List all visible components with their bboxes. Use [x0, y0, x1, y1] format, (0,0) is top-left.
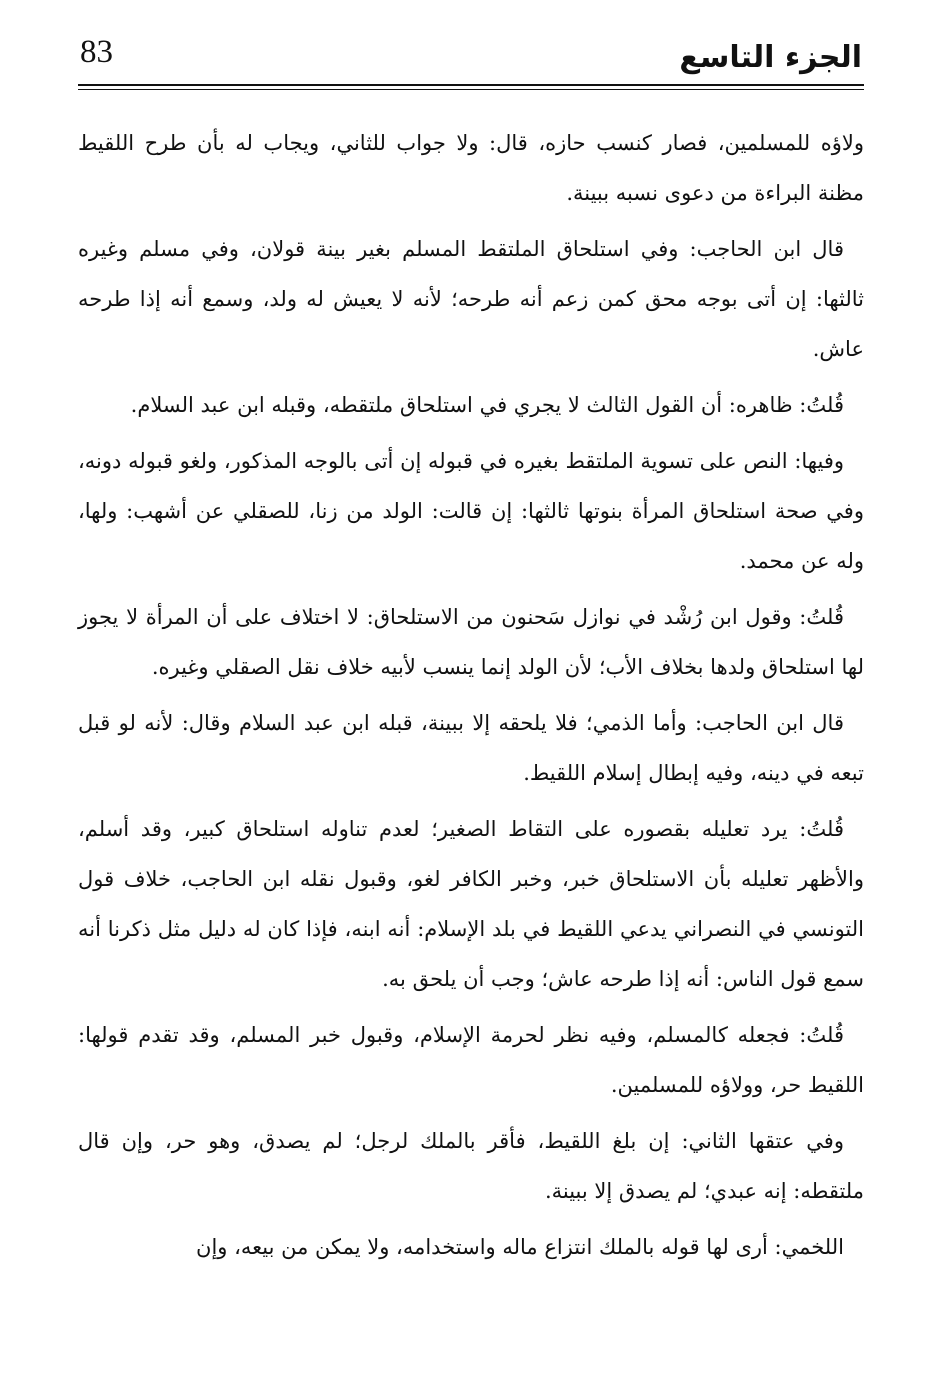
book-page — [78, 30, 864, 1370]
paragraph: قال ابن الحاجب: وفي استلحاق الملتقط المسلم بغير بينة قولان، وفي مسلم وغيره ثالثها: إن أتى بوجه محق كمن زعم أنه طرحه؛ لأنه لا يعيش له ولد، وسمع أنه إذا طرحه عاش. — [78, 237, 864, 361]
paragraph: قُلتُ: فجعله كالمسلم، وفيه نظر لحرمة الإسلام، وقبول خبر المسلم، وقد تقدم قولها: اللقيط حر، وولاؤه للمسلمين. — [78, 1023, 864, 1097]
chapter-title: الجزء التاسع — [679, 40, 862, 75]
paragraph: قُلتُ: ظاهره: أن القول الثالث لا يجري في استلحاق ملتقطه، وقبله ابن عبد السلام. — [130, 393, 844, 417]
paragraph: قال ابن الحاجب: وأما الذمي؛ فلا يلحقه إلا ببينة، قبله ابن عبد السلام وقال: لأنه لو قبل تبعه في دينه، وفيه إبطال إسلام اللقيط. — [78, 711, 864, 785]
paragraph: اللخمي: أرى لها قوله بالملك انتزاع ماله واستخدامه، ولا يمكن من بيعه، وإن — [196, 1235, 844, 1259]
page-number: 83 — [80, 34, 113, 70]
paragraph: قُلتُ: وقول ابن رُشْد في نوازل سَحنون من الاستلحاق: لا اختلاف على أن المرأة لا يجوز لها استلحاق ولدها بخلاف الأب؛ لأن الولد إنما ينسب لأبيه خلاف نقل الصقلي وغيره. — [78, 605, 864, 679]
paragraph: وفيها: النص على تسوية الملتقط بغيره في قبوله إن أتى بالوجه المذكور، ولغو قبوله دونه، وفي صحة استلحاق المرأة بنوتها ثالثها: إن قالت: الولد من زنا، للصقلي عن أشهب: ولها، وله عن محمد. — [78, 449, 864, 573]
page-body — [78, 118, 864, 1278]
header-rule — [78, 84, 864, 90]
paragraph: ولاؤه للمسلمين، فصار كنسب حازه، قال: ولا جواب للثاني، ويجاب له بأن طرح اللقيط مظنة البراءة من دعوى نسبه ببينة. — [78, 131, 864, 205]
page-header — [78, 30, 864, 86]
paragraph: وفي عتقها الثاني: إن بلغ اللقيط، فأقر بالملك لرجل؛ لم يصدق، وهو حر، وإن قال ملتقطه: إنه عبدي؛ لم يصدق إلا ببينة. — [78, 1129, 864, 1203]
paragraph: قُلتُ: يرد تعليله بقصوره على التقاط الصغير؛ لعدم تناوله استلحاق كبير، وقد أسلم، والأظهر تعليله بأن الاستلحاق خبر، وخبر الكافر لغو، وقبول نقله ابن الحاجب، خلاف قول التونسي في النصراني يدعي اللقيط في بلد الإسلام: أنه ابنه، فإذا كان له دليل مثل ذكرنا أنه سمع قول الناس: أنه إذا طرحه عاش؛ وجب أن يلحق به. — [78, 817, 864, 991]
